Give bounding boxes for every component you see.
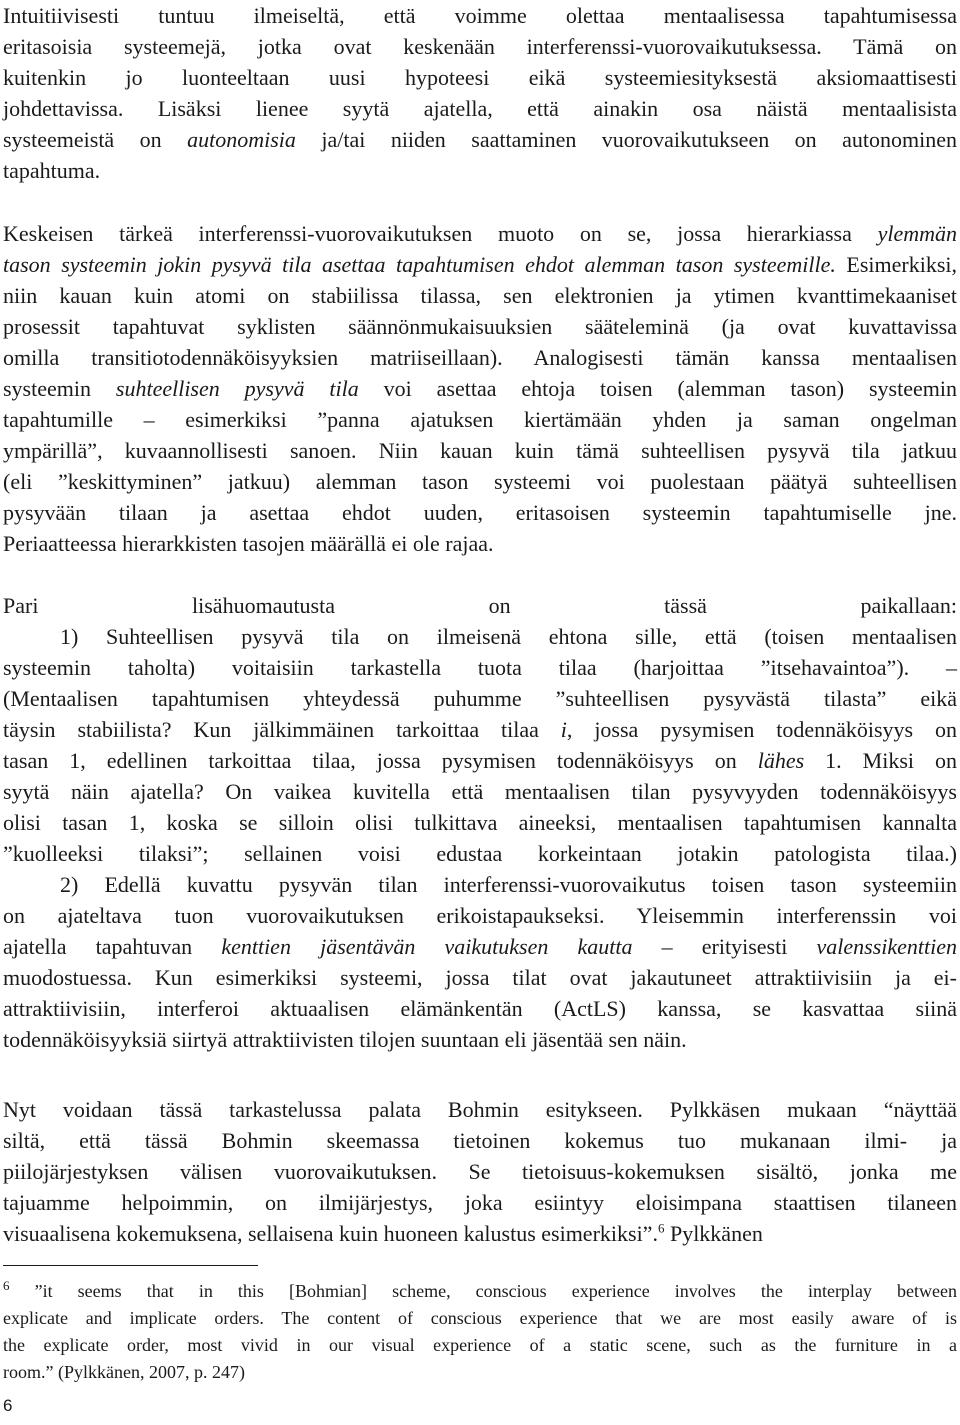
text-line: prosessit tapahtuvat syklisten säännönmukaisuuksien sääteleminä (ja ovat kuvattavissa [3,314,957,339]
text-line: Nyt voidaan tässä tarkastelussa palata Bohmin esitykseen. Pylkkäsen mukaan “näyttää [3,1097,957,1122]
italic-text: tason systeemin jokin pysyvä tila asettaa tapahtumisen ehdot alemman tason systeemille. [3,252,836,277]
text-line: siltä, että tässä Bohmin skeemassa tietoinen kokemus tuo mukanaan ilmi- ja [3,1128,957,1153]
text-line: piilojärjestyksen välisen vuorovaikutuksen. Se tietoisuus-kokemuksen sisältö, jonka me [3,1159,957,1184]
text-line: tajuamme helpoimmin, on ilmijärjestys, joka esiintyy eloisimpana staattisen tilaneen [3,1190,957,1215]
text-line: syytä näin ajatella? On vaikea kuvitella että mentaalisen tilan pysyvyyden todennäköisyys [3,779,957,804]
text-line: kuitenkin jo luonteeltaan uusi hypoteesi eikä systeemiesityksestä aksiomaattisesti [3,65,957,90]
italic-text: lähes [757,748,805,773]
text-line: omilla transitiotodennäköisyyksien matriiseillaan). Analogisesti tämän kanssa mentaalisen [3,345,957,370]
text-line: Pari lisähuomautusta on tässä paikallaan: [3,593,957,618]
footnote-6 [3,1278,957,1386]
text-line: the explicate order, most vivid in our visual experience of a static scene, such as the furniture in a [3,1335,957,1355]
paragraph-3 [3,590,957,1055]
text-line: Keskeisen tärkeä interferenssi-vuorovaikutuksen muoto on se, jossa hierarkiassa ylemmän [3,221,957,246]
text-line: room.” (Pylkkänen, 2007, p. 247) [3,1362,245,1382]
text-line: niin kauan kuin atomi on stabiilissa tilassa, sen elektronien ja ytimen kvanttimekaaniset [3,283,957,308]
text-line: Periaatteessa hierarkkisten tasojen määrällä ei ole rajaa. [3,531,494,556]
text-line: olisi tasan 1, koska se silloin olisi tulkittava aineeksi, mentaalisen tapahtumisen kannalta [3,810,957,835]
text-line: muodostuessa. Kun esimerkiksi systeemi, jossa tilat ovat jakautuneet attraktiivisiin ja ei- [3,965,957,990]
italic-text: suhteellisen pysyvä tila [115,376,359,401]
footnote-marker: 6 [657,1220,665,1236]
text-line: johdettavissa. Lisäksi lienee syytä ajatella, että ainakin osa näistä mentaalisista [3,96,957,121]
text-line: 1) Suhteellisen pysyvä tila on ilmeisenä ehtona sille, että (toisen mentaalisen [60,624,957,649]
text-line: attraktiivisiin, interferoi aktuaalisen elämänkentän (ActLS) kanssa, se kasvattaa siinä [3,996,957,1021]
footnote-divider [3,1265,258,1266]
text-line: tapahtuma. [3,158,101,183]
italic-text: autonomisia [187,127,296,152]
text-line: visuaalisena kokemuksena, sellaisena kuin huoneen kalustus esimerkiksi”.$^6$ Pylkkänen [3,1220,763,1246]
italic-text: valenssikenttien [816,934,957,959]
text-line: eritasoisia systeemejä, jotka ovat keskenään interferenssi-vuorovaikutuksessa. Tämä on [3,34,957,59]
italic-text: kenttien jäsentävän vaikutuksen kautta [221,934,633,959]
footnote-marker: 6 [3,1278,10,1293]
text-line: ajatella tapahtuvan kenttien jäsentävän vaikutuksen kautta – erityisesti valenssikenttien [3,934,957,959]
text-line: systeemeistä on autonomisia ja/tai niiden saattaminen vuorovaikutukseen on autonominen [3,127,957,152]
text-line: täysin stabiilista? Kun jälkimmäinen tarkoittaa tilaa i, jossa pysymisen todennäköisyys on [3,717,957,742]
text-line: tapahtumille – esimerkiksi ”panna ajatuksen kiertämään yhden ja saman ongelman [3,407,957,432]
text-line: (eli ”keskittyminen” jatkuu) alemman tason systeemi voi puolestaan päätyä suhteellisen [3,469,957,494]
text-line: tason systeemin jokin pysyvä tila asettaa tapahtumisen ehdot alemman tason systeemille. Esimerkiksi, [3,252,957,277]
text-line: pysyvään tilaan ja asettaa ehdot uuden, eritasoisen systeemin tapahtumiselle jne. [3,500,957,525]
paragraph-4 [3,1094,957,1249]
text-line: (Mentaalisen tapahtumisen yhteydessä puhumme ”suhteellisen pysyvästä tilasta” eikä [3,686,957,711]
text-line: 2) Edellä kuvattu pysyvän tilan interferenssi-vuorovaikutus toisen tason systeemiin [60,872,957,897]
text-line: systeemin taholta) voitaisiin tarkastella tuota tilaa (harjoittaa ”itsehavaintoa”). – [3,655,957,680]
italic-text: ylemmän [877,221,957,246]
text-line: tasan 1, edellinen tarkoittaa tilaa, jossa pysymisen todennäköisyys on lähes 1. Miksi on [3,748,957,773]
text-line: $^6$ ”it seems that in this [Bohmian] scheme, conscious experience involves the interplay between [3,1278,957,1301]
text-line: explicate and implicate orders. The content of conscious experience that we are most easily aware of is [3,1308,957,1328]
italic-text: i [560,717,567,742]
page-number: 6 [3,1396,13,1415]
text-line: ”kuolleeksi tilaksi”; sellainen voisi edustaa korkeintaan jotakin patologista tilaa.) [3,841,957,866]
paragraph-2 [3,218,957,559]
text-line: systeemin suhteellisen pysyvä tila voi asettaa ehtoja toisen (alemman tason) systeemin [3,376,957,401]
text-line: on ajateltava tuon vuorovaikutuksen erikoistapaukseksi. Yleisemmin interferenssin voi [3,903,957,928]
text-line: ympärillä”, kuvaannollisesti sanoen. Niin kauan kuin tämä suhteellisen pysyvä tila jatkuu [3,438,957,463]
text-line: todennäköisyyksiä siirtyä attraktiivisten tilojen suuntaan eli jäsentää sen näin. [3,1027,687,1052]
paragraph-1 [3,0,957,186]
text-line: Intuitiivisesti tuntuu ilmeiseltä, että voimme olettaa mentaalisessa tapahtumisessa [3,3,957,28]
